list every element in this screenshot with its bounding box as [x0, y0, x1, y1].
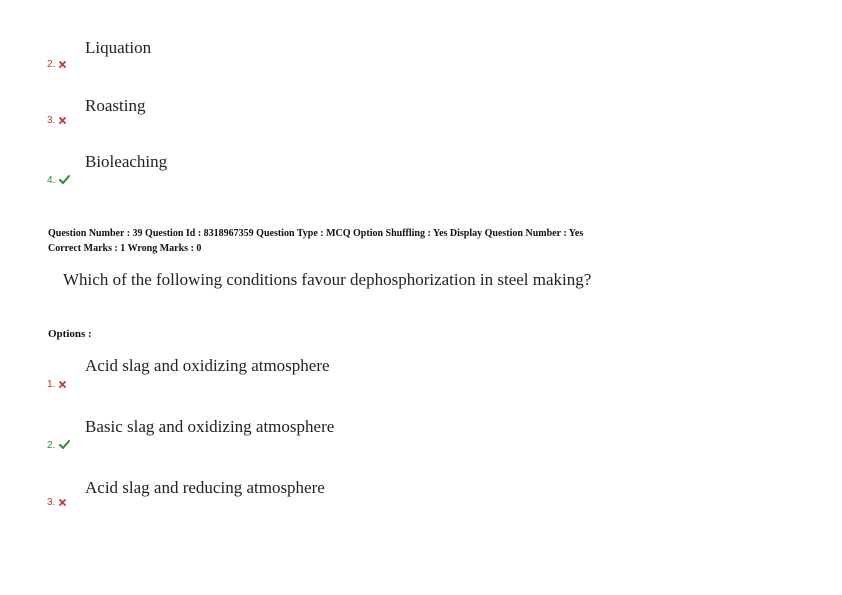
cross-icon: [59, 380, 66, 392]
option-number-label: 3.: [47, 497, 56, 508]
option-text: Acid slag and oxidizing atmosphere: [85, 356, 330, 375]
cross-icon: [59, 60, 66, 72]
prev-option-text: Liquation: [85, 38, 152, 57]
option-text: Basic slag and oxidizing atmosphere: [85, 417, 335, 436]
option-number-label: 1.: [47, 379, 56, 390]
cross-icon: [59, 498, 66, 510]
question-text: Which of the following conditions favour dephosphorization in steel making?: [63, 270, 592, 289]
question-meta-line1: Question Number : 39 Question Id : 8318967359 Question Type : MCQ Option Shuffling : Yes Display Question Number : Yes: [48, 228, 584, 239]
prev-option-number: [47, 59, 66, 72]
prev-option-text: Bioleaching: [85, 152, 168, 171]
options-label: Options :: [48, 328, 92, 340]
option-number-label: 3.: [47, 115, 56, 126]
option-number-label: 4.: [47, 175, 56, 186]
cross-icon: [59, 116, 66, 128]
prev-option-number: [47, 115, 66, 128]
option-number: [47, 379, 66, 392]
option-number-label: 2.: [47, 59, 56, 70]
question-meta-line2: Correct Marks : 1 Wrong Marks : 0: [48, 243, 202, 254]
option-number-label: 2.: [47, 440, 56, 451]
prev-option-number: [47, 175, 70, 188]
option-number: [47, 440, 70, 453]
option-text: Acid slag and reducing atmosphere: [85, 478, 325, 497]
check-icon: [59, 175, 70, 188]
option-number: [47, 497, 66, 510]
prev-option-text: Roasting: [85, 96, 146, 115]
check-icon: [59, 440, 70, 453]
